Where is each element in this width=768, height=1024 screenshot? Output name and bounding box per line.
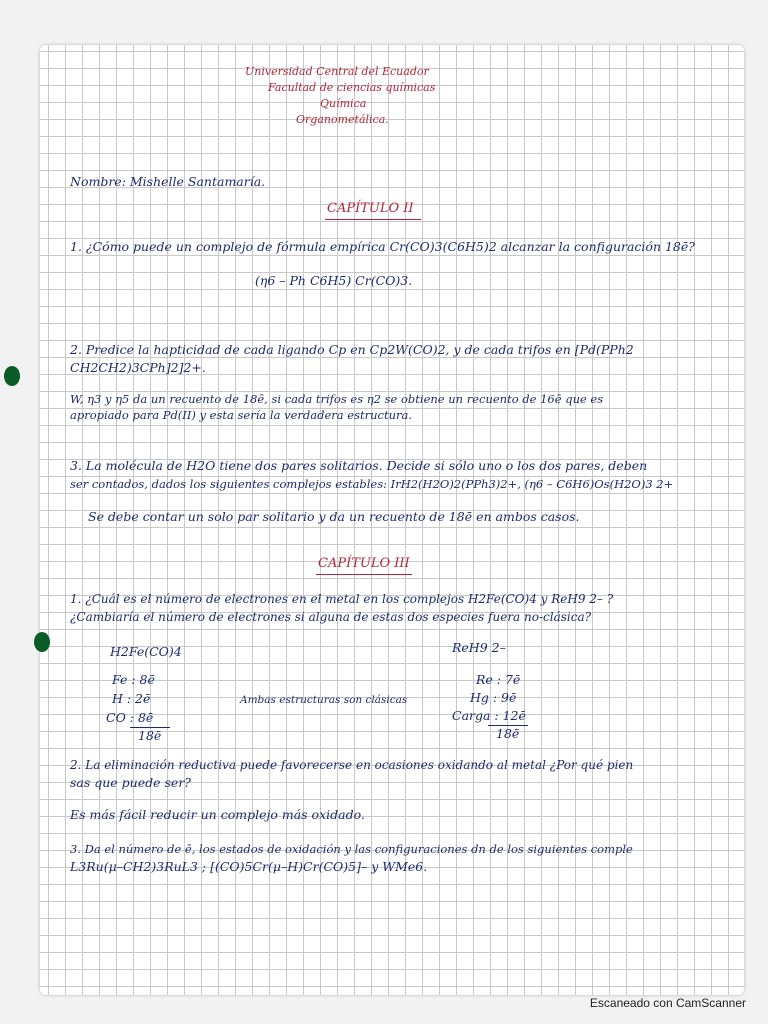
scanner-watermark: Escaneado con CamScanner	[589, 996, 746, 1010]
question-4-line-2: ¿Cambiaría el número de electrones si alguna de estas dos especies fuera no-clásica?	[70, 610, 592, 624]
graph-paper-page	[40, 45, 744, 995]
left-row-h: H : 2ē	[112, 691, 151, 706]
left-total: 18ē	[138, 728, 162, 743]
question-2-line-2: CH2CH2)3CPh]2]2+.	[70, 360, 206, 375]
chapter-3-heading: CAPÍTULO III	[318, 556, 410, 571]
university-title: Universidad Central del Ecuador	[245, 65, 429, 78]
chapter-2-underline	[325, 219, 421, 220]
left-row-co: CO : 8ē	[106, 710, 154, 725]
course-title: Organometálica.	[296, 113, 389, 126]
question-3-line-2: ser contados, dados los siguientes complejos estables: IrH2(H2O)2(PPh3)2+, (η6 – C6H6)Os(H2O)3 2+	[70, 477, 674, 491]
question-6-line-2: L3Ru(μ–CH2)3RuL3 ; [(CO)5Cr(μ–H)Cr(CO)5]– y WMe6.	[70, 859, 428, 874]
subject-title: Química	[320, 97, 367, 110]
question-1: 1. ¿Cómo puede un complejo de fórmula empírica Cr(CO)3(C6H5)2 alcanzar la configuración 18ē?	[70, 239, 695, 254]
middle-note: Ambas estructuras son clásicas	[240, 694, 408, 706]
right-row-re: Re : 7ē	[476, 672, 521, 687]
left-row-fe: Fe : 8ē	[112, 672, 155, 687]
faculty-title: Facultad de ciencias químicas	[268, 81, 436, 94]
question-6-line-1: 3. Da el número de ē, los estados de oxidación y las configuraciones dn de los siguientes comple	[70, 842, 633, 856]
question-5-line-1: 2. La eliminación reductiva puede favorecerse en ocasiones oxidando al metal ¿Por qué pien	[70, 758, 634, 772]
right-total: 18ē	[496, 726, 520, 741]
question-4-line-1: 1. ¿Cuál es el número de electrones en el metal en los complejos H2Fe(CO)4 y ReH9 2– ?	[70, 592, 614, 606]
right-row-carga: Carga : 12ē	[452, 708, 526, 723]
student-name: Nombre: Mishelle Santamaría.	[70, 174, 266, 189]
answer-5: Es más fácil reducir un complejo más oxidado.	[70, 807, 365, 822]
punch-hole-top	[4, 366, 20, 386]
chapter-3-underline	[316, 574, 412, 575]
answer-1: (η6 – Ph C6H5) Cr(CO)3.	[255, 273, 413, 288]
left-formula: H2Fe(CO)4	[110, 644, 182, 659]
answer-2-line-1: W, η3 y η5 da un recuento de 18ē, si cada trifos es η2 se obtiene un recuento de 16ē que es	[70, 392, 604, 406]
right-formula: ReH9 2–	[452, 640, 506, 655]
right-row-hg: Hg : 9ē	[470, 690, 517, 705]
question-5-line-2: sas que puede ser?	[70, 775, 191, 790]
answer-2-line-2: apropiado para Pd(II) y esta sería la verdadera estructura.	[70, 408, 412, 422]
answer-3: Se debe contar un solo par solitario y da un recuento de 18ē en ambos casos.	[88, 509, 580, 524]
punch-hole-bottom	[34, 632, 50, 652]
question-2-line-1: 2. Predice la hapticidad de cada ligando Cp en Cp2W(CO)2, y de cada trifos en [Pd(PPh2	[70, 342, 634, 357]
question-3-line-1: 3. La molécula de H2O tiene dos pares solitarios. Decide si sólo uno o los dos pares, deben	[70, 458, 648, 473]
chapter-2-heading: CAPÍTULO II	[327, 201, 414, 216]
